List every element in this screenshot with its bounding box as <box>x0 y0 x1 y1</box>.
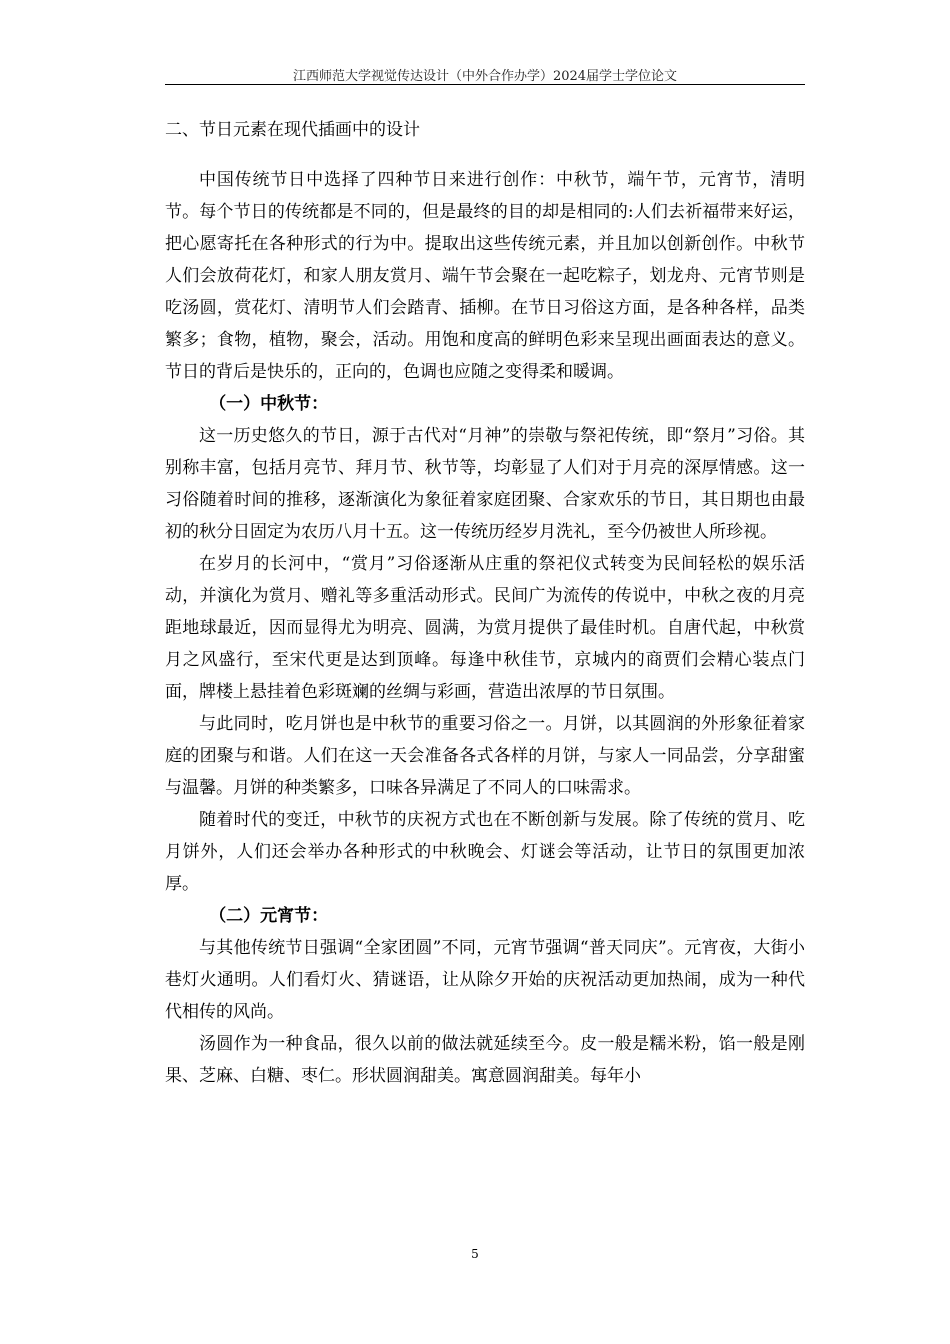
lantern-paragraph-1: 与其他传统节日强调“全家团圆”不同，元宵节强调“普天同庆”。元宵夜，大街小巷灯火通明。人们看灯火、猜谜语，让从除夕开始的庆祝活动更加热闹，成为一种代代相传的风尚。 <box>165 938 805 1022</box>
body-text <box>165 164 805 1092</box>
mid-autumn-paragraph-1: 这一历史悠久的节日，源于古代对“月神”的崇敬与祭祀传统，即“祭月”习俗。其别称丰富，包括月亮节、拜月节、秋节等，均彰显了人们对于月亮的深厚情感。这一习俗随着时间的推移，逐渐演化为象征着家庭团聚、合家欢乐的节日，其日期也由最初的秋分日固定为农历八月十五。这一传统历经岁月洗礼，至今仍被世人所珍视。 <box>165 426 805 542</box>
mid-autumn-paragraph-2: 在岁月的长河中，“赏月”习俗逐渐从庄重的祭祀仪式转变为民间轻松的娱乐活动，并演化为赏月、赠礼等多重活动形式。民间广为流传的传说中，中秋之夜的月亮距地球最近，因而显得尤为明亮、圆满，为赏月提供了最佳时机。自唐代起，中秋赏月之风盛行，至宋代更是达到顶峰。每逢中秋佳节，京城内的商贾们会精心装点门面，牌楼上悬挂着色彩斑斓的丝绸与彩画，营造出浓厚的节日氛围。 <box>165 554 805 702</box>
mid-autumn-paragraph-3: 与此同时，吃月饼也是中秋节的重要习俗之一。月饼，以其圆润的外形象征着家庭的团聚与和谐。人们在这一天会准备各式各样的月饼，与家人一同品尝，分享甜蜜与温馨。月饼的种类繁多，口味各异满足了不同人的口味需求。 <box>165 714 805 798</box>
header-divider <box>165 84 805 85</box>
page-number: 5 <box>471 1247 479 1261</box>
lantern-festival-heading: （二）元宵节： <box>209 906 329 926</box>
section-title: 二、节日元素在现代插画中的设计 <box>165 120 420 140</box>
running-header: 江西师范大学视觉传达设计（中外合作办学）2024届学士学位论文 <box>292 69 678 84</box>
lantern-paragraph-2: 汤圆作为一种食品，很久以前的做法就延续至今。皮一般是糯米粉，馅一般是刚果、芝麻、白糖、枣仁。形状圆润甜美。寓意圆润甜美。每年小 <box>165 1034 805 1086</box>
intro-paragraph: 中国传统节日中选择了四种节日来进行创作：中秋节，端午节，元宵节，清明节。每个节日的传统都是不同的，但是最终的目的却是相同的:人们去祈福带来好运，把心愿寄托在各种形式的行为中。提取出这些传统元素，并且加以创新创作。中秋节人们会放荷花灯，和家人朋友赏月、端午节会聚在一起吃粽子，划龙舟、元宵节则是吃汤圆，赏花灯、清明节人们会踏青、插柳。在节日习俗这方面，是各种各样，品类繁多；食物，植物，聚会，活动。用饱和度高的鲜明色彩来呈现出画面表达的意义。节日的背后是快乐的，正向的，色调也应随之变得柔和暖调。 <box>165 170 805 382</box>
mid-autumn-heading: （一）中秋节： <box>209 394 329 414</box>
mid-autumn-paragraph-4: 随着时代的变迁，中秋节的庆祝方式也在不断创新与发展。除了传统的赏月、吃月饼外，人们还会举办各种形式的中秋晚会、灯谜会等活动，让节日的氛围更加浓厚。 <box>165 810 805 894</box>
